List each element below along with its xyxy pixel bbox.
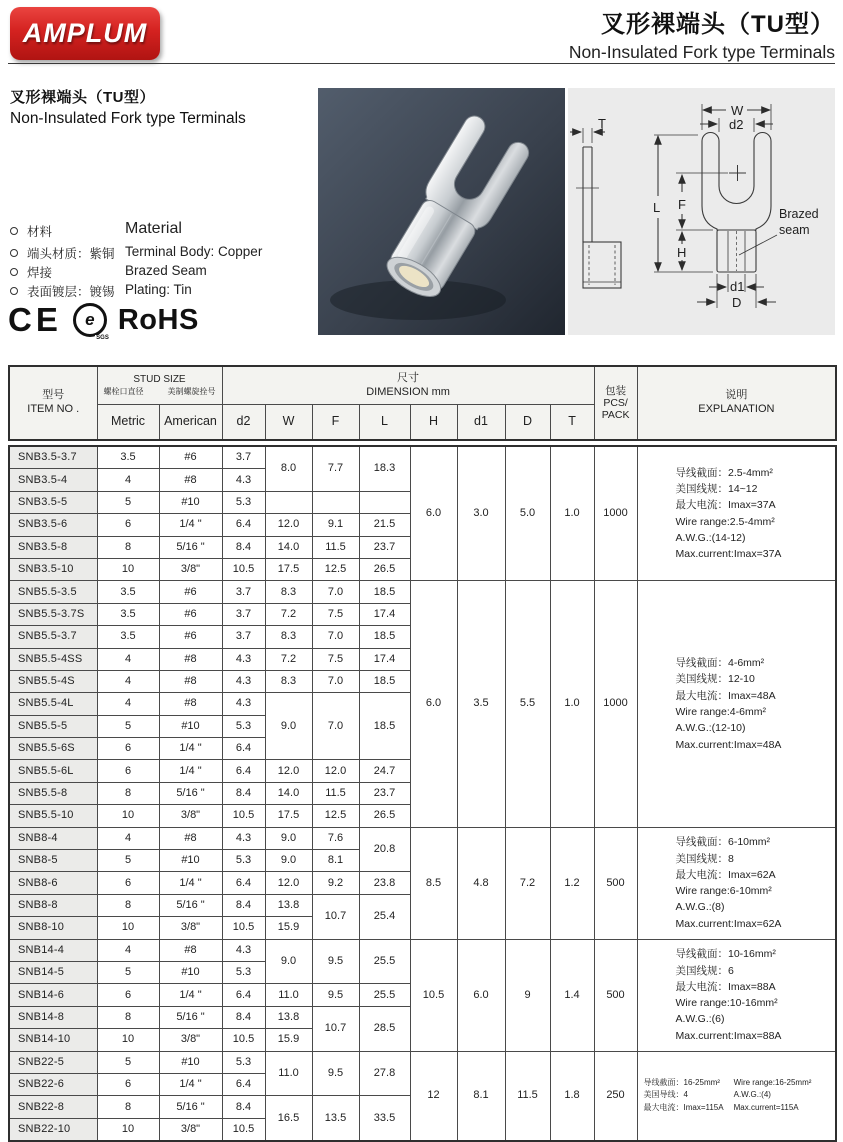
page-title-cn: 叉形裸端头（TU型）: [601, 11, 835, 38]
spec-cell: 1/4 ": [159, 514, 222, 536]
spec-cell: 5.5: [505, 581, 550, 827]
spec-cell: 5/16 ": [159, 782, 222, 804]
spec-table-body: [8, 445, 837, 1142]
spec-cell: #8: [159, 648, 222, 670]
spec-cell: 6.4: [222, 514, 265, 536]
spec-cell: 7.0: [312, 693, 359, 760]
spec-cell: 1.8: [550, 1051, 594, 1141]
rohs-mark: RoHS: [117, 303, 199, 336]
item-no-cell: SNB22-8: [9, 1096, 97, 1118]
table-row: [9, 581, 836, 603]
spec-cell: 27.8: [359, 1051, 410, 1096]
item-no-cell: SNB22-6: [9, 1073, 97, 1095]
spec-cell: 12: [410, 1051, 457, 1141]
item-no-cell: SNB3.5-10: [9, 558, 97, 580]
spec-cell: 33.5: [359, 1096, 410, 1141]
item-no-cell: SNB5.5-4S: [9, 670, 97, 692]
spec-cell: 8.0: [265, 446, 312, 491]
spec-cell: 11.5: [312, 536, 359, 558]
spec-cell: 7.0: [312, 581, 359, 603]
spec-cell: 5.3: [222, 961, 265, 983]
col-header-d2: d2: [222, 405, 265, 441]
spec-cell: 12.5: [312, 558, 359, 580]
spec-cell: 4.3: [222, 670, 265, 692]
spec-cell: #10: [159, 491, 222, 513]
certification-logos: [8, 301, 199, 339]
spec-cell: #10: [159, 1051, 222, 1073]
spec-cell: 5: [97, 715, 159, 737]
spec-cell: 8.1: [312, 850, 359, 872]
item-no-cell: SNB5.5-5: [9, 715, 97, 737]
spec-cell: 1.0: [550, 581, 594, 827]
spec-cell: 8: [97, 1006, 159, 1028]
spec-cell: 9.1: [312, 514, 359, 536]
spec-cell: 5/16 ": [159, 1006, 222, 1028]
material-item: [10, 282, 310, 301]
spec-cell: 10.5: [222, 917, 265, 939]
sgs-cert-icon: e SGS: [73, 303, 107, 337]
explanation-cell: 导线截面：2.5-4mm² 美国线规：14~12 最大电流：Imax=37A Wire range:2.5-4mm² A.W.G.:(14-12) Max.current:Imax=37A: [637, 446, 836, 581]
spec-cell: 3.5: [97, 603, 159, 625]
spec-cell: 8: [97, 782, 159, 804]
col-header-d: D: [505, 405, 550, 441]
spec-cell: 3/8": [159, 917, 222, 939]
col-header-d1: d1: [457, 405, 505, 441]
item-no-cell: SNB5.5-3.5: [9, 581, 97, 603]
material-cn: 材料: [27, 225, 53, 239]
spec-cell: 8.4: [222, 1096, 265, 1118]
spec-cell: 9.0: [265, 693, 312, 760]
spec-cell: 6.4: [222, 1073, 265, 1095]
table-row: [9, 446, 836, 469]
item-no-cell: SNB14-8: [9, 1006, 97, 1028]
spec-cell: 1.4: [550, 939, 594, 1051]
spec-cell: 5.3: [222, 715, 265, 737]
spec-cell: 10.5: [222, 558, 265, 580]
item-no-cell: SNB5.5-3.7: [9, 626, 97, 648]
item-no-cell: SNB5.5-6L: [9, 760, 97, 782]
spec-cell: 4.3: [222, 939, 265, 961]
spec-cell: [359, 491, 410, 513]
section-title-cn: 叉形裸端头（TU型）: [10, 89, 155, 106]
spec-cell: 1/4 ": [159, 1073, 222, 1095]
col-header-metric: Metric: [97, 405, 159, 441]
spec-cell: 18.5: [359, 670, 410, 692]
spec-cell: 9.0: [265, 939, 312, 984]
product-photo: [318, 88, 565, 335]
spec-cell: 7.2: [265, 648, 312, 670]
dim-label-d1: d1: [730, 279, 745, 294]
spec-cell: 5.3: [222, 1051, 265, 1073]
dim-label-f: F: [678, 197, 686, 212]
spec-cell: 7.6: [312, 827, 359, 849]
table-row: [9, 827, 836, 849]
spec-cell: 5.3: [222, 850, 265, 872]
spec-cell: 10: [97, 1029, 159, 1051]
spec-cell: #6: [159, 581, 222, 603]
spec-cell: 6.0: [410, 446, 457, 581]
spec-cell: 3.0: [457, 446, 505, 581]
col-header-stud-size: STUD SIZE 螺栓口直径 美制螺旋拴号: [97, 366, 222, 405]
spec-cell: 6: [97, 872, 159, 894]
spec-cell: 5.3: [222, 491, 265, 513]
spec-cell: 14.0: [265, 782, 312, 804]
spec-cell: 10.5: [222, 805, 265, 827]
item-no-cell: SNB5.5-4L: [9, 693, 97, 715]
table-row: [9, 939, 836, 961]
spec-cell: 8.1: [457, 1051, 505, 1141]
spec-cell: 10.5: [410, 939, 457, 1051]
spec-cell: 20.8: [359, 827, 410, 872]
material-item: [10, 263, 310, 282]
spec-cell: 24.7: [359, 760, 410, 782]
side-view-strip: [583, 147, 592, 242]
spec-cell: 5: [97, 961, 159, 983]
spec-cell: 6: [97, 760, 159, 782]
material-en: Plating: Tin: [125, 282, 192, 297]
spec-cell: #8: [159, 939, 222, 961]
dimension-diagram: [568, 88, 835, 335]
dim-label-h: H: [677, 245, 687, 260]
spec-cell: 10.5: [222, 1029, 265, 1051]
spec-cell: 1000: [594, 581, 637, 827]
dim-label-t: T: [598, 116, 606, 131]
spec-cell: 4: [97, 469, 159, 491]
spec-cell: 6.4: [222, 760, 265, 782]
spec-cell: 9.2: [312, 872, 359, 894]
item-no-cell: SNB5.5-10: [9, 805, 97, 827]
material-en: Brazed Seam: [125, 263, 207, 278]
section-title-en: Non-Insulated Fork type Terminals: [10, 110, 246, 127]
spec-cell: 3.7: [222, 446, 265, 469]
spec-cell: 3.5: [97, 581, 159, 603]
page-title: [569, 4, 835, 63]
spec-cell: 17.5: [265, 558, 312, 580]
header-divider: [8, 63, 835, 64]
spec-cell: 23.8: [359, 872, 410, 894]
spec-cell: 25.5: [359, 939, 410, 984]
col-header-f: F: [312, 405, 359, 441]
spec-cell: 500: [594, 827, 637, 939]
item-no-cell: SNB8-5: [9, 850, 97, 872]
spec-cell: 8.5: [410, 827, 457, 939]
dimension-diagram-svg: [568, 88, 835, 335]
spec-cell: 11.5: [312, 782, 359, 804]
item-no-cell: SNB3.5-3.7: [9, 446, 97, 469]
spec-cell: 6.4: [222, 984, 265, 1006]
spec-cell: 10.7: [312, 894, 359, 939]
spec-cell: 3/8": [159, 805, 222, 827]
spec-cell: 17.5: [265, 805, 312, 827]
spec-cell: 1/4 ": [159, 738, 222, 760]
spec-cell: #8: [159, 670, 222, 692]
spec-cell: 8.3: [265, 670, 312, 692]
spec-cell: 1/4 ": [159, 984, 222, 1006]
bullet-icon: [10, 287, 18, 295]
material-cn: 端头材质：紫铜: [27, 247, 115, 261]
spec-cell: #6: [159, 446, 222, 469]
spec-cell: 3/8": [159, 1029, 222, 1051]
spec-cell: 8.4: [222, 1006, 265, 1028]
spec-cell: 250: [594, 1051, 637, 1141]
spec-cell: 7.2: [265, 603, 312, 625]
col-header-pack: 包装 PCS/ PACK: [594, 366, 637, 440]
spec-cell: 23.7: [359, 782, 410, 804]
spec-cell: 4.8: [457, 827, 505, 939]
col-header-explanation: 说明 EXPLANATION: [637, 366, 836, 440]
spec-cell: #6: [159, 626, 222, 648]
spec-cell: 4: [97, 693, 159, 715]
spec-cell: 5/16 ": [159, 894, 222, 916]
item-no-cell: SNB3.5-4: [9, 469, 97, 491]
brazed-seam-label: Brazed: [779, 207, 819, 221]
spec-cell: 18.5: [359, 581, 410, 603]
col-header-w: W: [265, 405, 312, 441]
col-header-american: American: [159, 405, 222, 441]
spec-cell: 10.5: [222, 1118, 265, 1141]
spec-cell: 8: [97, 894, 159, 916]
spec-cell: #8: [159, 693, 222, 715]
spec-cell: 7.5: [312, 603, 359, 625]
spec-cell: 9: [505, 939, 550, 1051]
spec-cell: 8: [97, 1096, 159, 1118]
item-no-cell: SNB5.5-3.7S: [9, 603, 97, 625]
spec-cell: 10: [97, 1118, 159, 1141]
spec-cell: 5.0: [505, 446, 550, 581]
spec-cell: 18.5: [359, 693, 410, 760]
spec-cell: 12.0: [265, 514, 312, 536]
spec-cell: 26.5: [359, 805, 410, 827]
spec-cell: 9.5: [312, 1051, 359, 1096]
spec-cell: 6.4: [222, 738, 265, 760]
spec-cell: 17.4: [359, 603, 410, 625]
table-row: [9, 1051, 836, 1073]
spec-cell: 12.0: [312, 760, 359, 782]
spec-cell: 5: [97, 850, 159, 872]
item-no-cell: SNB14-4: [9, 939, 97, 961]
side-view-barrel: [583, 242, 621, 288]
explanation-cell: 导线截面：4-6mm² 美国线规：12-10 最大电流：Imax=48A Wire range:4-6mm² A.W.G.:(12-10) Max.current:Imax=48A: [637, 581, 836, 827]
spec-cell: 11.0: [265, 984, 312, 1006]
spec-cell: 1/4 ": [159, 872, 222, 894]
spec-cell: 6: [97, 738, 159, 760]
spec-cell: 9.0: [265, 850, 312, 872]
spec-table-area: [8, 365, 835, 1142]
item-no-cell: SNB22-10: [9, 1118, 97, 1141]
dim-label-d: D: [732, 295, 742, 310]
item-no-cell: SNB14-5: [9, 961, 97, 983]
spec-cell: 8.4: [222, 536, 265, 558]
spec-cell: 4: [97, 670, 159, 692]
spec-cell: 3.7: [222, 603, 265, 625]
material-cn: 表面镀层：镀锡: [27, 285, 115, 299]
item-no-cell: SNB3.5-6: [9, 514, 97, 536]
spec-cell: 28.5: [359, 1006, 410, 1051]
spec-cell: 16.5: [265, 1096, 312, 1141]
spec-cell: #10: [159, 850, 222, 872]
dim-label-w: W: [731, 103, 744, 118]
col-header-dimension: 尺寸 DIMENSION mm: [222, 366, 594, 405]
spec-cell: 6: [97, 984, 159, 1006]
brand-logo-text: AMPLUM: [22, 18, 148, 48]
item-no-cell: SNB22-5: [9, 1051, 97, 1073]
material-item: [10, 222, 310, 244]
spec-cell: 17.4: [359, 648, 410, 670]
item-no-cell: SNB8-4: [9, 827, 97, 849]
spec-cell: #6: [159, 603, 222, 625]
spec-cell: 18.3: [359, 446, 410, 491]
spec-cell: 9.5: [312, 984, 359, 1006]
spec-cell: 4: [97, 827, 159, 849]
spec-cell: 4: [97, 648, 159, 670]
item-no-cell: SNB8-8: [9, 894, 97, 916]
spec-cell: #10: [159, 715, 222, 737]
spec-cell: 8.3: [265, 581, 312, 603]
col-header-h: H: [410, 405, 457, 441]
material-en: Terminal Body: Copper: [125, 244, 263, 259]
col-header-t: T: [550, 405, 594, 441]
spec-cell: 4: [97, 939, 159, 961]
spec-cell: 4.3: [222, 827, 265, 849]
spec-cell: 7.0: [312, 670, 359, 692]
spec-cell: 4.3: [222, 469, 265, 491]
spec-cell: 15.9: [265, 1029, 312, 1051]
item-no-cell: SNB5.5-4SS: [9, 648, 97, 670]
spec-cell: 10: [97, 917, 159, 939]
fork-outline: [702, 133, 771, 231]
material-en: Material: [125, 220, 182, 237]
item-no-cell: SNB5.5-8: [9, 782, 97, 804]
spec-cell: 14.0: [265, 536, 312, 558]
material-cn: 焊接: [27, 266, 53, 280]
spec-cell: 13.8: [265, 1006, 312, 1028]
item-no-cell: SNB8-6: [9, 872, 97, 894]
spec-cell: #8: [159, 469, 222, 491]
col-header-item: 型号 ITEM NO .: [9, 366, 97, 440]
spec-cell: 7.5: [312, 648, 359, 670]
spec-cell: 26.5: [359, 558, 410, 580]
spec-cell: 12.0: [265, 760, 312, 782]
page-title-en: Non-Insulated Fork type Terminals: [568, 42, 835, 62]
spec-cell: 500: [594, 939, 637, 1051]
item-no-cell: SNB3.5-8: [9, 536, 97, 558]
spec-cell: 13.8: [265, 894, 312, 916]
spec-cell: 6: [97, 514, 159, 536]
item-no-cell: SNB14-6: [9, 984, 97, 1006]
spec-cell: 8.4: [222, 894, 265, 916]
spec-cell: 10.7: [312, 1006, 359, 1051]
spec-cell: 7.7: [312, 446, 359, 491]
spec-cell: 5/16 ": [159, 1096, 222, 1118]
spec-cell: 1.2: [550, 827, 594, 939]
spec-cell: 25.4: [359, 894, 410, 939]
explanation-cell: 导线截面：6-10mm² 美国线规：8 最大电流：Imax=62A Wire range:6-10mm² A.W.G.:(8) Max.current:Imax=62A: [637, 827, 836, 939]
spec-cell: 7.2: [505, 827, 550, 939]
item-no-cell: SNB3.5-5: [9, 491, 97, 513]
ce-mark-icon: CE: [8, 301, 62, 338]
bullet-icon: [10, 268, 18, 276]
explanation-cell: 导线截面：10-16mm² 美国线规：6 最大电流：Imax=88A Wire range:10-16mm² A.W.G.:(6) Max.current:Imax=88A: [637, 939, 836, 1051]
spec-cell: 12.5: [312, 805, 359, 827]
spec-cell: 12.0: [265, 872, 312, 894]
item-no-cell: SNB14-10: [9, 1029, 97, 1051]
material-list: [10, 222, 310, 301]
spec-cell: 15.9: [265, 917, 312, 939]
dim-label-d2: d2: [729, 117, 744, 132]
spec-cell: 6.4: [222, 872, 265, 894]
spec-cell: 1.0: [550, 446, 594, 581]
spec-cell: 5/16 ": [159, 536, 222, 558]
spec-cell: 3.7: [222, 581, 265, 603]
spec-table-header: [8, 365, 837, 441]
fork-terminal-photo: [318, 88, 565, 335]
spec-cell: [265, 491, 312, 513]
brazed-seam-label2: seam: [779, 223, 810, 237]
spec-cell: 8.4: [222, 782, 265, 804]
spec-cell: 6.0: [410, 581, 457, 827]
spec-cell: 5: [97, 491, 159, 513]
item-no-cell: SNB5.5-6S: [9, 738, 97, 760]
bullet-icon: [10, 249, 18, 257]
spec-cell: 5: [97, 1051, 159, 1073]
col-header-l: L: [359, 405, 410, 441]
bullet-icon: [10, 227, 18, 235]
spec-cell: 8: [97, 536, 159, 558]
spec-cell: 1/4 ": [159, 760, 222, 782]
spec-cell: 8.3: [265, 626, 312, 648]
spec-cell: 3/8": [159, 1118, 222, 1141]
spec-cell: 3.5: [457, 581, 505, 827]
spec-cell: 21.5: [359, 514, 410, 536]
spec-cell: 4.3: [222, 693, 265, 715]
spec-cell: 1000: [594, 446, 637, 581]
spec-cell: [312, 491, 359, 513]
spec-cell: 4.3: [222, 648, 265, 670]
spec-cell: 23.7: [359, 536, 410, 558]
brand-logo: [10, 7, 160, 60]
spec-cell: 10: [97, 558, 159, 580]
explanation-cell: 导线截面：16-25mm² 美国导线：4 最大电流：Imax=115A Wire range:16-25mm² A.W.G.:(4) Max.current=115A: [637, 1051, 836, 1141]
material-item: [10, 244, 310, 263]
spec-cell: 6: [97, 1073, 159, 1095]
spec-cell: 25.5: [359, 984, 410, 1006]
spec-cell: 11.0: [265, 1051, 312, 1096]
spec-cell: 10: [97, 805, 159, 827]
dim-label-l: L: [653, 200, 661, 215]
spec-cell: 7.0: [312, 626, 359, 648]
spec-cell: 3.5: [97, 626, 159, 648]
section-title: [10, 86, 246, 128]
spec-cell: 9.0: [265, 827, 312, 849]
spec-cell: 3/8": [159, 558, 222, 580]
spec-cell: 18.5: [359, 626, 410, 648]
spec-cell: #8: [159, 827, 222, 849]
spec-cell: 11.5: [505, 1051, 550, 1141]
spec-cell: 9.5: [312, 939, 359, 984]
spec-cell: 3.5: [97, 446, 159, 469]
spec-cell: 6.0: [457, 939, 505, 1051]
item-no-cell: SNB8-10: [9, 917, 97, 939]
spec-cell: 13.5: [312, 1096, 359, 1141]
spec-cell: #10: [159, 961, 222, 983]
spec-cell: 3.7: [222, 626, 265, 648]
